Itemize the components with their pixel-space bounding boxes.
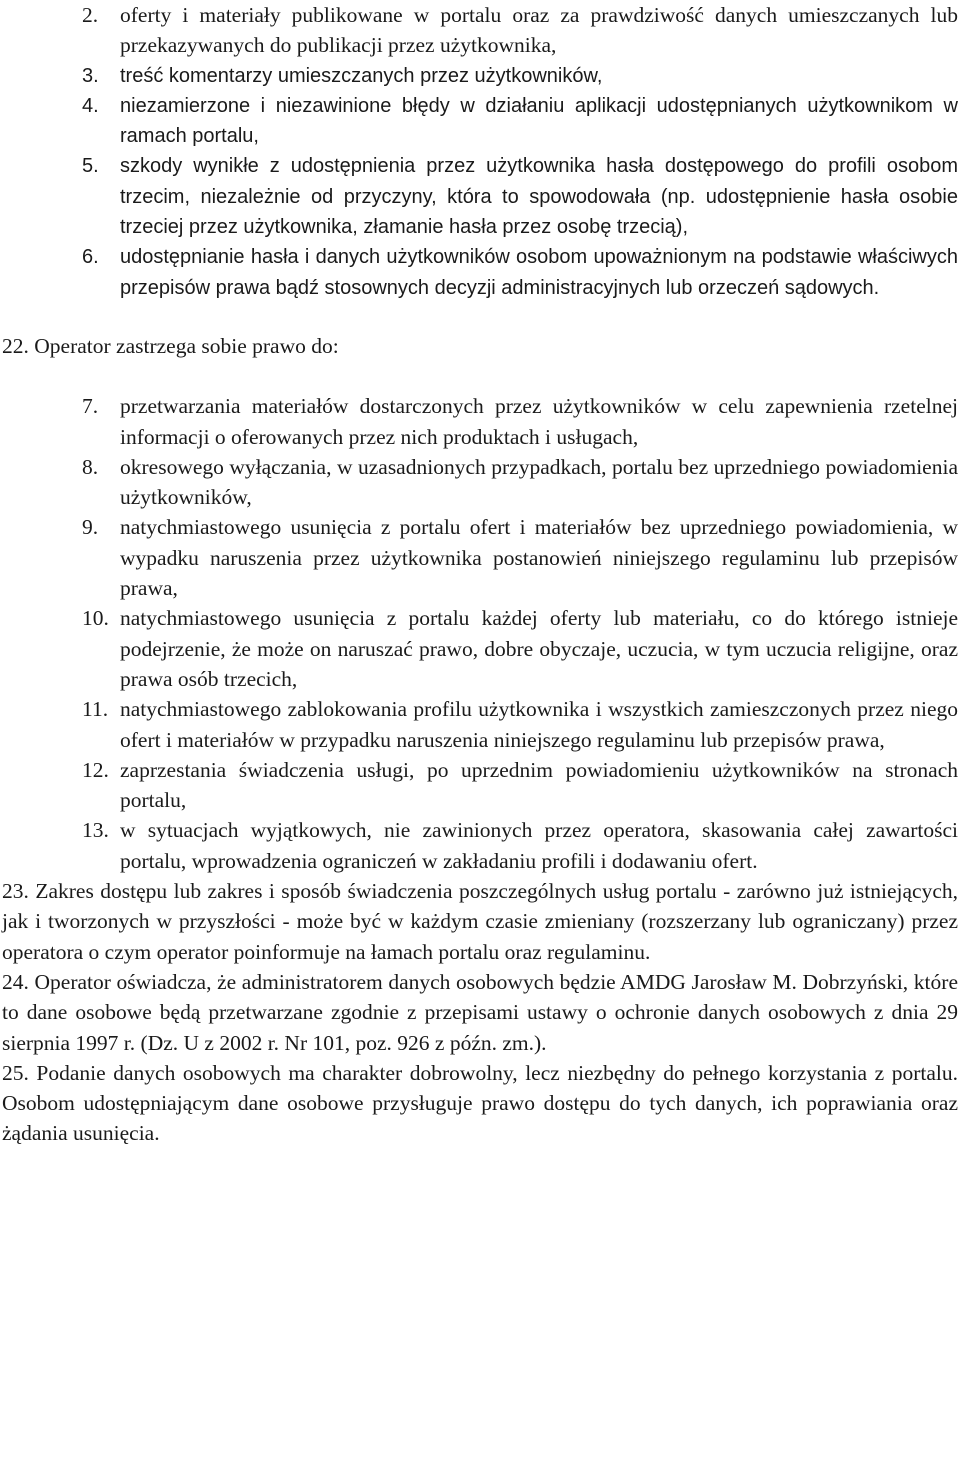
list-item — [2, 755, 958, 816]
list-item — [2, 452, 958, 513]
list-item-number: 7. — [82, 394, 99, 419]
list-item — [2, 603, 958, 694]
list-item-text: okresowego wyłączania, w uzasadnionych przypadkach, portalu bez uprzedniego powiadomienia użytkowników, — [120, 454, 958, 510]
list-item-number: 8. — [82, 454, 99, 479]
list-item-number: 5. — [82, 155, 99, 178]
list-item-text: natychmiastowego usunięcia z portalu każdej oferty lub materiału, co do którego istnieje podejrzenie, że może on naruszać prawo, dobre obyczaje, uczucia, w tym uczucia religijne, oraz prawa osób trzecich, — [120, 606, 958, 691]
list-item — [2, 242, 958, 303]
list-item-text: w sytuacjach wyjątkowych, nie zawinionych przez operatora, skasowania całej zawartości portalu, wprowadzenia ograniczeń w zakładaniu profili i dodawaniu ofert. — [120, 818, 958, 873]
list-item-text: szkody wynikłe z udostępnienia przez użytkownika hasła dostępowego do profili osobom trzecim, niezależnie od przyczyny, która to spowodowała (np. udostępnienie hasła osobie trzeciej przez użytkownika, złamanie hasła przez osobę trzecią), — [120, 155, 958, 239]
list-item — [2, 694, 958, 755]
list-item — [2, 91, 958, 152]
list-item-text: natychmiastowego zablokowania profilu użytkownika i wszystkich zamieszczonych przez niego ofert i materiałów w przypadku naruszenia niniejszego regulaminu lub przepisów prawa, — [120, 697, 958, 752]
list-item-number: 6. — [82, 246, 99, 269]
list-item-number: 2. — [82, 3, 99, 27]
list-item-number: 13. — [82, 818, 109, 843]
list-item-text: niezamierzone i niezawinione błędy w działaniu aplikacji udostępnianych użytkownikom w ramach portalu, — [120, 94, 958, 148]
list-item — [2, 815, 958, 876]
list-item-text: oferty i materiały publikowane w portalu oraz za prawdziwość danych umieszczanych lub przekazywanych do publikacji przez użytkownika, — [120, 3, 958, 58]
list-item — [2, 0, 958, 61]
paragraph-24: 24. Operator oświadcza, że administratorem danych osobowych będzie AMDG Jarosław M. Dobrzyński, które to dane osobowe będą przetwarzane zgodnie z przepisami ustawy o ochronie danych osobowych z dnia 29 sierpnia 1997 r. (Dz. U z 2002 r. Nr 101, poz. 926 z późn. zm.). — [2, 969, 958, 1055]
list-item-text: przetwarzania materiałów dostarczonych przez użytkowników w celu zapewnienia rzetelnej informacji o oferowanych przez nich produktach i usługach, — [120, 394, 958, 449]
list-item-text: natychmiastowego usunięcia z portalu ofert i materiałów bez uprzedniego powiadomienia, w wypadku naruszenia przez użytkownika postanowień niniejszego regulaminu lub przepisów prawa, — [120, 515, 958, 601]
list-item-text: treść komentarzy umieszczanych przez użytkowników, — [120, 64, 603, 87]
list-item — [2, 391, 958, 452]
list-item-text: zaprzestania świadczenia usługi, po uprzednim powiadomieniu użytkowników na stronach portalu, — [120, 757, 958, 813]
list-item-number: 11. — [82, 697, 109, 722]
list-item — [2, 512, 958, 603]
list-item-number: 10. — [82, 606, 109, 631]
list-item-text: udostępnianie hasła i danych użytkowników osobom upoważnionym na podstawie właściwych przepisów prawa bądź stosownych decyzji administracyjnych lub orzeczeń sądowych. — [120, 246, 958, 299]
list-item — [2, 151, 958, 242]
paragraph-25: 25. Podanie danych osobowych ma charakter dobrowolny, lecz niezbędny do pełnego korzystania z portalu. Osobom udostępniającym dane osobowe przysługuje prawo dostępu do tych danych, ich poprawiania oraz żądania usunięcia. — [2, 1060, 958, 1146]
section-22-heading: 22. Operator zastrzega sobie prawo do: — [2, 333, 339, 358]
list-item-number: 4. — [82, 94, 99, 117]
list-item-number: 12. — [82, 757, 109, 782]
list-top — [2, 0, 958, 303]
list-item-number: 3. — [82, 64, 99, 87]
list-section-22 — [2, 391, 958, 876]
list-item-number: 9. — [82, 515, 99, 540]
list-item — [2, 61, 958, 91]
paragraph-23: 23. Zakres dostępu lub zakres i sposób świadczenia poszczególnych usług portalu - zarówno już istniejących, jak i tworzonych w przyszłości - może być w każdym czasie zmieniany (rozszerzany lub ograniczany) przez operatora o czym operator poinformuje na łamach portalu oraz regulaminu. — [2, 879, 958, 964]
